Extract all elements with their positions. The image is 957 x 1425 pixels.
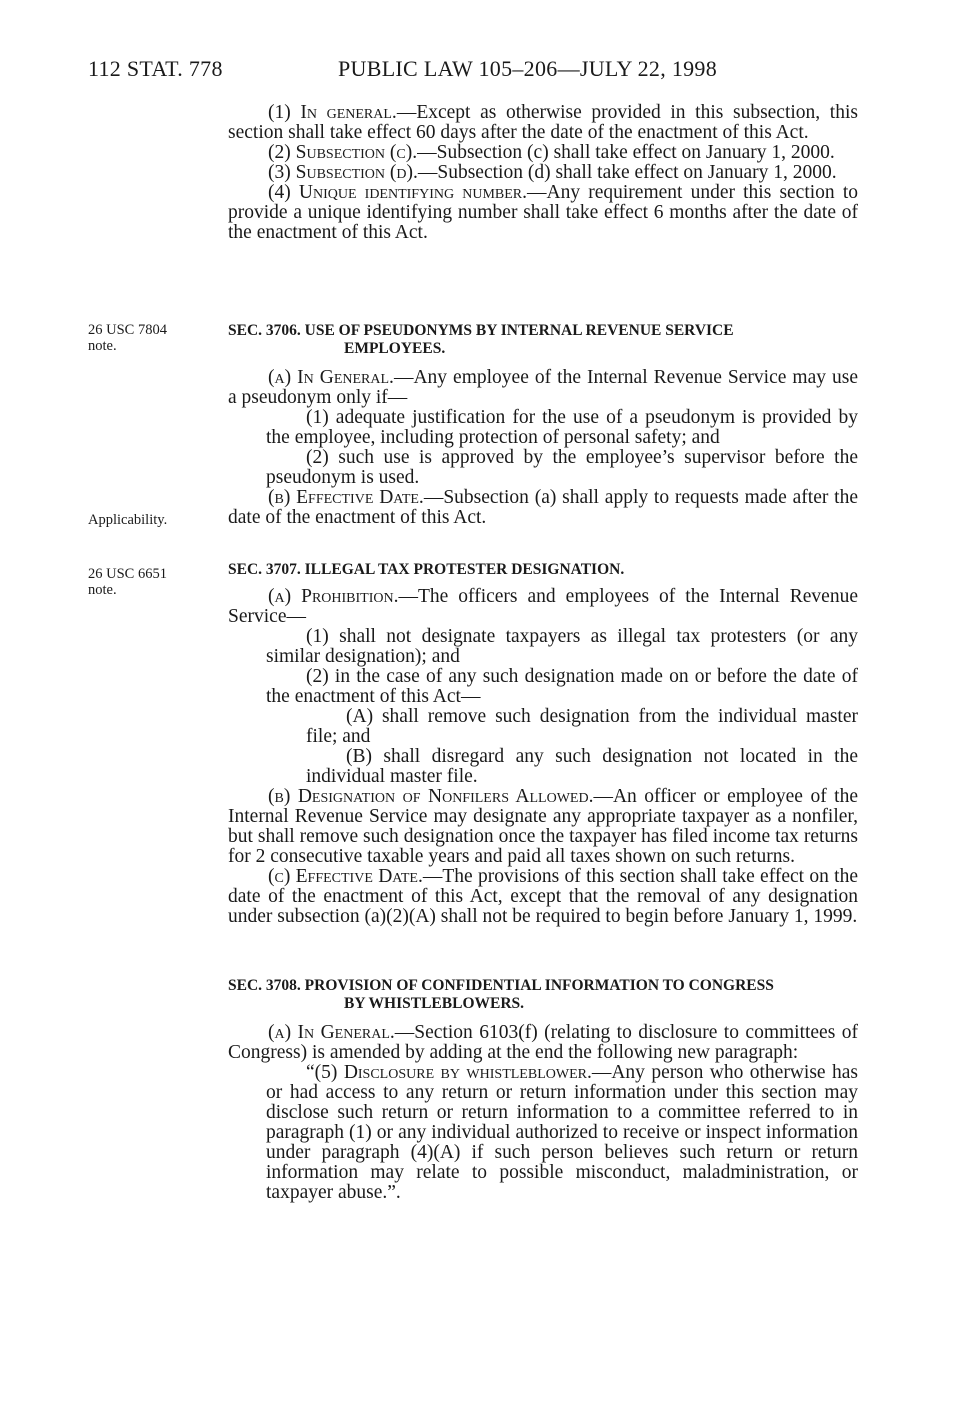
paragraph-text: —Subsection (c) shall take effect on January 1, 2000. (417, 142, 835, 163)
section-title-line: SEC. 3708. PROVISION OF CONFIDENTIAL INFORMATION TO CONGRESS (228, 977, 774, 994)
section-3707-body (228, 587, 858, 927)
subsection-text: —An officer or employee of the Internal Revenue Service may designate any appropriate taxpayer as a nonfiler, but shall remove such designation once the taxpayer has filed income tax returns for 2 consecutive taxable years and paid all taxes shown on such returns. (228, 786, 859, 867)
paragraph-2 (228, 143, 858, 163)
margin-note-citation: 26 USC 6651 (88, 566, 167, 582)
paragraph-3 (228, 163, 858, 183)
effective-date-paragraphs (228, 103, 858, 243)
subsection-a (228, 368, 858, 408)
paragraph-heading: (3) Subsection (d). (268, 162, 418, 183)
subsection-heading: (b) Designation of Nonfilers Allowed. (268, 786, 594, 807)
paragraph-heading: (2) Subsection (c). (268, 142, 418, 163)
quoted-paragraph-5 (228, 1063, 858, 1203)
subsection-heading: (b) Effective Date. (268, 487, 424, 508)
subsection-c (228, 867, 858, 927)
section-3708-heading (228, 977, 858, 1013)
paragraph-text: —Subsection (d) shall take effect on January 1, 2000. (417, 162, 837, 183)
subparagraph-a2a: (A) shall remove such designation from the individual master file; and (306, 706, 858, 747)
margin-note-applicability: Applicability. (88, 512, 168, 528)
margin-note-suffix: note. (88, 582, 117, 598)
section-3706-heading (228, 322, 858, 358)
quoted-text: —Any person who otherwise has or had access to any return or return information under this section may disclose such return or return information to a committee referred to in paragraph (1) or any individual authorized to receive or inspect information under paragraph (4)(A) if such person believes such return or return information may relate to possible misconduct, maladministration, or taxpayer abuse.”. (266, 1062, 858, 1203)
paragraph-text: —Any requirement under this section to provide a unique identifying number shall take effect 6 months after the date of the enactment of this Act. (228, 182, 858, 243)
subsection-heading: (a) Prohibition. (268, 586, 399, 607)
subsection-b (228, 488, 858, 528)
subparagraph-a2b: (B) shall disregard any such designation not located in the individual master file. (306, 746, 858, 787)
subsection-text: —The officers and employees of the Internal Revenue Service— (228, 586, 858, 627)
paragraph-a1: (1) shall not designate taxpayers as illegal tax protesters (or any similar designation); and (266, 626, 858, 667)
paragraph-4 (228, 183, 858, 243)
subsection-heading: (a) In General. (268, 367, 394, 388)
margin-note-citation: 26 USC 7804 (88, 322, 167, 338)
paragraph-a2: (2) in the case of any such designation made on or before the date of the enactment of this Act— (266, 666, 858, 707)
margin-note-suffix: note. (88, 338, 117, 354)
paragraph-text: —Except as otherwise provided in this subsection, this section shall take effect 60 days after the date of the enactment of this Act. (228, 102, 858, 143)
section-title-line: BY WHISTLEBLOWERS. (344, 995, 525, 1012)
paragraph-a2: (2) such use is approved by the employee’s supervisor before the pseudonym is used. (266, 447, 858, 488)
subsection-heading: (c) Effective Date. (268, 866, 423, 887)
subsection-a (228, 587, 858, 627)
margin-note-usc-7804 (88, 322, 198, 354)
section-title-line: EMPLOYEES. (344, 340, 446, 357)
page-stat-citation: 112 STAT. 778 (88, 56, 223, 81)
paragraph-heading: (4) Unique identifying number. (268, 182, 527, 203)
subsection-a (228, 1023, 858, 1063)
section-3708-body (228, 1023, 858, 1203)
section-3706-body (228, 368, 858, 528)
margin-note-usc-6651 (88, 566, 198, 598)
section-3707-heading: SEC. 3707. ILLEGAL TAX PROTESTER DESIGNATION. (228, 561, 625, 578)
paragraph-heading: (1) In general. (268, 102, 397, 123)
subsection-text: —Section 6103(f) (relating to disclosure to committees of Congress) is amended by adding at the end the following new paragraph: (228, 1022, 859, 1063)
subsection-b (228, 787, 858, 867)
subsection-heading: (a) In General. (268, 1022, 395, 1043)
subsection-text: —Subsection (a) shall apply to requests made after the date of the enactment of this Act. (228, 487, 858, 528)
page-law-title: PUBLIC LAW 105–206—JULY 22, 1998 (338, 56, 718, 81)
subsection-text: —The provisions of this section shall take effect on the date of the enactment of this Act, except that the removal of any designation under subsection (a)(2)(A) shall not be required to begin before January 1, 1999. (228, 866, 858, 927)
subsection-text: —Any employee of the Internal Revenue Service may use a pseudonym only if— (228, 367, 859, 408)
paragraph-a1: (1) adequate justification for the use of a pseudonym is provided by the employee, including protection of personal safety; and (266, 407, 858, 448)
paragraph-1 (228, 103, 858, 143)
quoted-heading: “(5) Disclosure by whistleblower. (306, 1062, 592, 1083)
section-title-line: SEC. 3706. USE OF PSEUDONYMS BY INTERNAL REVENUE SERVICE (228, 322, 734, 339)
